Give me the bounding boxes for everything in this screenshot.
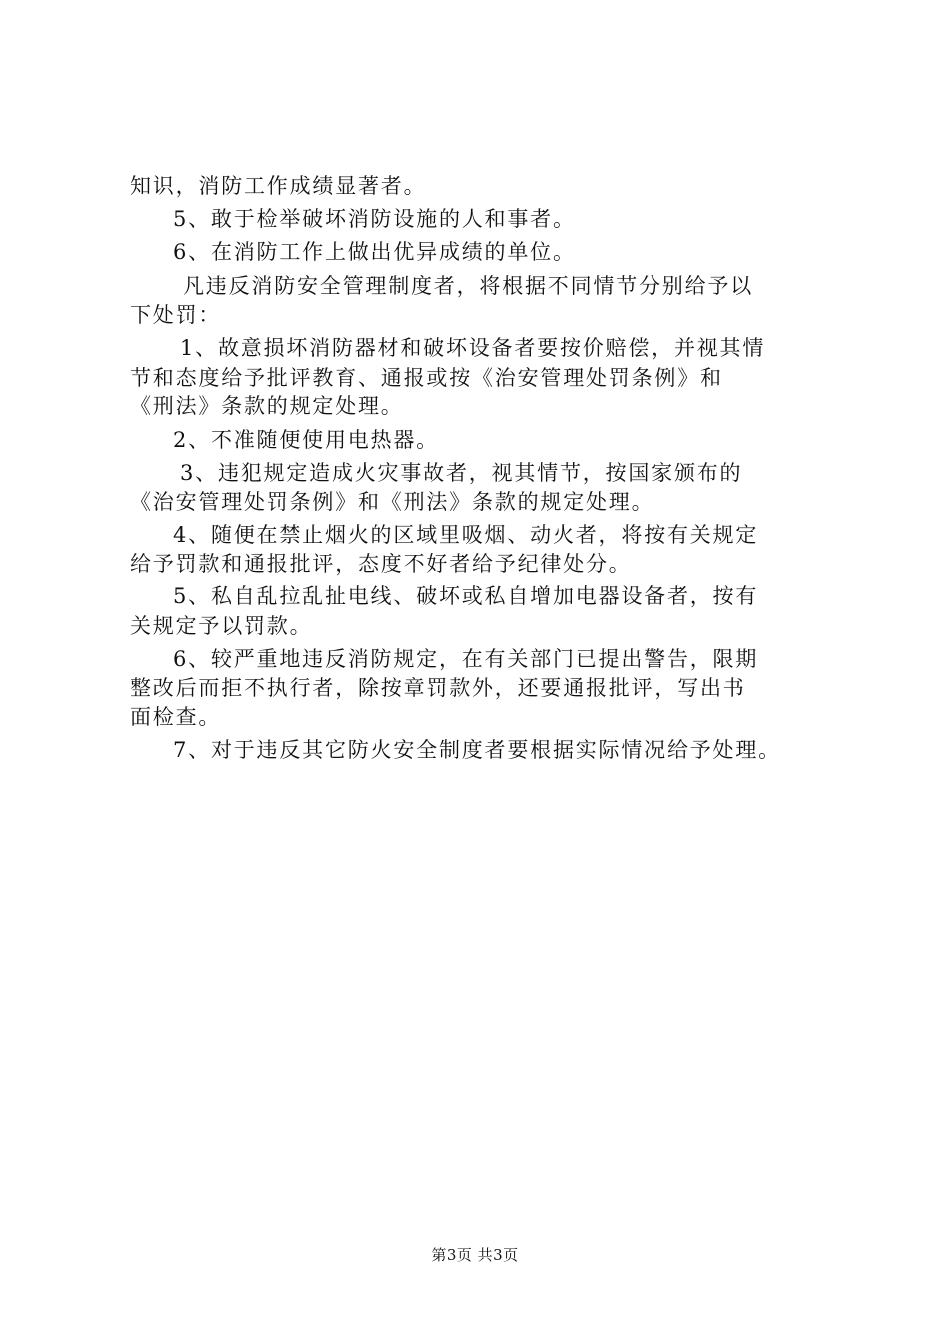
paragraph-line: 给予罚款和通报批评，态度不好者给予纪律处分。 bbox=[130, 552, 632, 576]
page-number-footer: 第3页 共3页 bbox=[431, 1246, 519, 1264]
paragraph-line: 《刑法》条款的规定处理。 bbox=[130, 394, 404, 418]
paragraph-line: 6、较严重地违反消防规定，在有关部门已提出警告，限期 bbox=[173, 647, 759, 671]
paragraph-line: 知识，消防工作成绩显著者。 bbox=[130, 174, 427, 198]
paragraph-line: 面检查。 bbox=[130, 705, 222, 729]
paragraph-line: 3、违犯规定造成火灾事故者，视其情节，按国家颁布的 bbox=[180, 461, 743, 485]
paragraph-line: 6、在消防工作上做出优异成绩的单位。 bbox=[173, 240, 576, 264]
paragraph-line: 关规定予以罚款。 bbox=[130, 614, 313, 638]
paragraph-line: 节和态度给予批评教育、通报或按《治安管理处罚条例》和 bbox=[130, 366, 723, 390]
paragraph-line: 凡违反消防安全管理制度者，将根据不同情节分别给予以 bbox=[183, 274, 753, 298]
paragraph-line: 2、不准随便使用电热器。 bbox=[173, 428, 439, 452]
paragraph-line: 整改后而拒不执行者，除按章罚款外，还要通报批评，写出书 bbox=[130, 676, 746, 700]
paragraph-line: 下处罚： bbox=[130, 303, 222, 327]
paragraph-line: 5、敢于检举破坏消防设施的人和事者。 bbox=[173, 207, 576, 231]
paragraph-line: 《治安管理处罚条例》和《刑法》条款的规定处理。 bbox=[130, 490, 655, 514]
paragraph-line: 7、对于违反其它防火安全制度者要根据实际情况给予处理。 bbox=[173, 738, 781, 762]
paragraph-line: 4、随便在禁止烟火的区域里吸烟、动火者，将按有关规定 bbox=[173, 523, 759, 547]
paragraph-line: 5、私自乱拉乱扯电线、破坏或私自增加电器设备者，按有 bbox=[173, 584, 759, 608]
paragraph-line: 1、故意损坏消防器材和破坏设备者要按价赔偿，并视其情 bbox=[180, 336, 766, 360]
